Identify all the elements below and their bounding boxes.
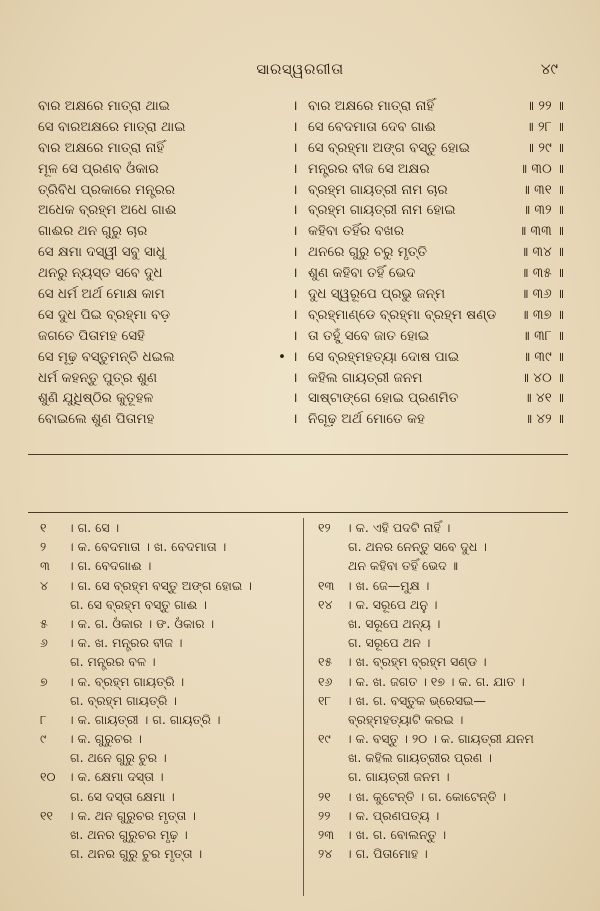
verse-first-half: ସେ ଦୁଧ ପିଇ ବ୍ରହ୍ମା ବଡ଼	[38, 306, 171, 323]
footnote-number: ୨୨	[318, 807, 331, 823]
footnote-text: । କ. ଗୁରୁଚର ।	[68, 731, 142, 747]
footnote-number: ୧	[40, 520, 47, 535]
footnote-line	[40, 691, 298, 710]
footnote-line	[40, 844, 298, 863]
verse-separator: ।	[292, 181, 298, 198]
verse-line	[38, 263, 564, 284]
verse-line	[38, 347, 564, 368]
footnote-line	[40, 652, 298, 671]
verse-second-half: ବ୍ରହ୍ମ ଗାୟତ୍ରୀ ନାମ ଚାର	[308, 181, 448, 198]
verse-line	[38, 180, 564, 201]
verse-second-half: ଦୁଧ ସ୍ୱରୂପେ ପ୍ରଭୁ ଜନ୍ମ	[308, 286, 446, 303]
footnote-text: ଖ. କହିଲ ଗାୟତ୍ରୀର ପ୍ରଣ ।	[348, 750, 492, 766]
verse-line	[38, 368, 564, 389]
footnote-text: । କ. କ୍ଷେମା ଦସ୍ତା ।	[68, 769, 164, 785]
footnotes-left	[40, 518, 298, 863]
footnote-text: ଗ. ମନ୍ତ୍ରର ବଳ ।	[70, 654, 156, 670]
footnote-text: । ଗ. ପିତାମୋହ ।	[346, 846, 428, 862]
footnote-line	[40, 595, 298, 614]
footnote-number: ୨୩	[318, 827, 335, 842]
footnote-line	[318, 825, 568, 844]
verse-second-half: ସାଷ୍ଟାଙ୍ଗେ ହୋଇ ପ୍ରଣମିତ	[308, 390, 459, 407]
footnote-line	[40, 787, 298, 806]
footnote-number: ୭	[40, 673, 48, 689]
verse-separator: ।	[292, 327, 298, 344]
footnote-line	[318, 556, 568, 575]
footnote-line	[40, 576, 298, 595]
verse-second-half: ବ୍ରହ୍ମ ଗାୟତ୍ରୀ ନାମ ହୋଇ	[308, 202, 456, 219]
verse-first-half: ବାର ଅକ୍ଷରେ ମାତ୍ରା ଥାଇ	[38, 98, 170, 114]
verse-number: ॥ ୩୧ ॥	[521, 181, 564, 198]
footnote-line	[318, 518, 568, 537]
footnote-line	[318, 633, 568, 652]
footnote-number: ୪	[40, 577, 49, 593]
verse-first-half: ଅଧେକ ବ୍ରହ୍ମ ଅଧେ ଗାଈ	[38, 202, 177, 219]
footnote-column-divider	[303, 518, 304, 896]
footnote-line	[318, 710, 568, 729]
verse-number: ॥ ୨୯ ॥	[526, 139, 564, 156]
footnote-text: । କ. ବେଦମାତା । ଖ. ବେଦମାତା ।	[68, 539, 227, 555]
verse-separator: ।	[292, 306, 298, 323]
footnote-text: ଗ. ଗାୟତ୍ରୀ ଜନମ ।	[348, 769, 450, 785]
verse-number: ॥ ୩୪ ॥	[520, 244, 564, 261]
verse-line	[38, 96, 564, 117]
footnote-text: । ଖ. ଗ. ବୋଲନ୍ତୁ ।	[346, 827, 447, 842]
footnote-line	[318, 767, 568, 786]
verse-line	[38, 117, 564, 138]
verse-first-half: ତ୍ରିବିଧ ପ୍ରକାରେ ମନ୍ତ୍ରର	[38, 181, 176, 198]
verse-line	[38, 409, 564, 430]
verse-number: ॥ ୨୮ ॥	[525, 118, 564, 135]
verse-number: ॥ ୩୫ ॥	[520, 265, 564, 282]
footnote-text: । ଖ. କୁଟେନ୍ତି । ଗ. କୋଟେନ୍ତି ।	[346, 788, 507, 804]
verse-first-half: ସେ ଧର୍ମ ଅର୍ଥ ମୋକ୍ଷ କାମ	[38, 286, 165, 303]
footnote-text: ଗ. ସେ ଦସ୍ତା କ୍ଷେମା ।	[70, 788, 175, 804]
footnote-line	[40, 806, 298, 825]
verse-separator: ।	[292, 369, 298, 386]
verse-number: ॥ ୪୨ ॥	[524, 411, 564, 428]
footnote-line	[318, 614, 568, 633]
verse-separator: ।	[292, 265, 298, 282]
verse-first-half: ବାର ଅକ୍ଷରେ ମାତ୍ରା ନାହିଁ	[38, 139, 165, 156]
verse-line	[38, 159, 564, 180]
footnote-text: । ଖ. ବ୍ରହ୍ମ ବ୍ରହ୍ମ ସଣ୍ଡ ।	[346, 654, 487, 670]
verse-second-half: ଥନରେ ଗୁରୁ ଚରୁ ମୃତ୍ତି	[308, 244, 428, 261]
verse-separator: ।	[292, 118, 298, 135]
footnote-number: ୩	[40, 558, 50, 574]
footnote-text: ଖ. ଥନର ଗୁରୁଚର ମୃଢ଼ ।	[70, 827, 188, 842]
footnote-line	[40, 614, 298, 633]
page-number: ୪୯	[540, 60, 558, 78]
verse-separator: ।	[292, 139, 298, 156]
verse-line	[38, 284, 564, 305]
verse-line	[38, 138, 564, 159]
footnote-line	[40, 710, 298, 729]
verse-second-half: ସେ ବେଦମାତା ଦେବ ଗାଈ	[308, 118, 436, 135]
footnote-text: । ଗ. ସେ ।	[68, 520, 120, 535]
footnote-text: । କ. ଖ. ଜଗତ । ୧୭ । କ. ଗ. ଯାତ ।	[346, 673, 525, 689]
footnote-line	[318, 576, 568, 595]
verse-line	[38, 200, 564, 221]
footnote-number: ୧୧	[40, 807, 54, 823]
footnote-text: । କ. ପ୍ରଣପତ୍ୟ ।	[346, 807, 440, 823]
footnote-line	[40, 729, 298, 748]
footnote-number: ୧୩	[318, 577, 335, 593]
footnote-text: ଖ. ସରୂପେ ଥନ୍ୟ ।	[348, 615, 441, 631]
verse-first-half: ଧର୍ମ କହନ୍ତୁ ପୁତ୍ର ଶୁଣ	[38, 369, 158, 386]
verse-number: ॥ ୩୯ ॥	[522, 348, 564, 365]
top-rule	[28, 454, 568, 455]
verse-line	[38, 305, 564, 326]
verse-separator: ।	[292, 202, 298, 219]
verse-mark: •	[278, 348, 286, 365]
verse-first-half: ସେ ବାରଅକ୍ଷରେ ମାତ୍ରା ଥାଇ	[38, 118, 186, 135]
verse-second-half: ନିଗୂଢ଼ ଅର୍ଥ ମୋତେ କହ	[308, 411, 425, 428]
verse-separator: ।	[292, 244, 298, 261]
footnote-line	[40, 633, 298, 652]
footnote-number: ୧୫	[318, 654, 333, 670]
verse-number: ॥ ୩୦ ॥	[519, 160, 564, 177]
footnote-number: ୧୪	[318, 596, 333, 612]
footnote-text: ଥନ କହିବା ତହିଁ ଭେଦ ॥	[348, 558, 459, 574]
footnote-line	[318, 537, 568, 556]
footnote-line	[318, 691, 568, 710]
footnote-text: । ଗ. ବେଦଗାଈ ।	[68, 558, 152, 574]
footnote-text: ଗ. ସରୂପେ ଥନ ।	[348, 635, 431, 651]
footnote-number: ୯	[40, 731, 47, 747]
footnote-number: ୫	[40, 615, 48, 631]
page-header	[0, 60, 600, 84]
verse-first-half: ଥନରୁ ନ୍ୟସ୍ତ ସବେ ଦୁଧ	[38, 265, 163, 282]
verse-second-half: କହିଲ ଗାୟତ୍ରୀ ଜନମ	[308, 369, 423, 386]
footnote-line	[318, 844, 568, 863]
footnote-line	[318, 595, 568, 614]
footnote-text: । କ. ଏହି ପଦଟି ନାହିଁ ।	[346, 520, 451, 535]
footnote-number: ୮	[40, 711, 47, 727]
verse-second-half: ଶୁଣ କହିବା ତହିଁ ଭେଦ	[308, 265, 416, 282]
verse-number: ॥ ୪୧ ॥	[523, 390, 564, 407]
footnote-line	[318, 748, 568, 767]
footnote-line	[40, 767, 298, 786]
footnote-text: । କ. ସରୂପେ ଥନୁ ।	[346, 596, 438, 612]
footnote-text: । କ. ବ୍ରହ୍ମ ଗାୟତ୍ରି ।	[68, 673, 185, 689]
verse-second-half: ମନ୍ତ୍ରର ବୀଜ ସେ ଅକ୍ଷର	[308, 160, 430, 177]
footnotes-right	[318, 518, 568, 863]
verse-first-half: ସେ କ୍ଷମା ଦସ୍ୱୀ ସବୁ ସାଧୁ	[38, 244, 166, 261]
footnote-text: । କ. ଗାୟତ୍ରୀ । ଗ. ଗାୟତ୍ରି ।	[68, 711, 221, 727]
footnote-number: ୧୬	[318, 673, 333, 689]
footnote-text: । କ. ବସ୍ତୁ । ୨୦ । କ. ଗାୟତ୍ରୀ ଯନମ	[346, 731, 534, 747]
verse-number: ॥ ୪୦ ॥	[521, 369, 564, 386]
verse-second-half: ତା ତହୁଁ ସବେ ଜାତ ହୋଇ	[308, 327, 430, 344]
verse-number: ॥ ୩୭ ॥	[520, 306, 564, 323]
footnote-number: ୧୦	[40, 769, 56, 785]
footnote-number: ୨୧	[318, 788, 331, 804]
verse-block	[38, 96, 564, 430]
verse-second-half: ସେ ବ୍ରହ୍ମହତ୍ୟା ଦୋଷ ପାଇ	[308, 348, 460, 365]
footnote-line	[318, 672, 568, 691]
footnote-line	[40, 672, 298, 691]
verse-separator: ।	[292, 160, 298, 177]
footnote-text: । କ. ଗ. ଓଁକାର । ଙ. ଓଁକାର ।	[68, 615, 215, 631]
footnote-line	[40, 537, 298, 556]
footnote-number: ୧୨	[318, 520, 331, 535]
verse-second-half: ସେ ବ୍ରହ୍ମା ଅଙ୍ଗ ବସ୍ତୁ ହୋଇ	[308, 139, 470, 156]
footnote-text: । ଗ. ସେ ବ୍ରହ୍ମ ବସ୍ତୁ ଅଙ୍ଗ ହୋଇ ।	[68, 577, 252, 593]
footnote-number: ୬	[40, 635, 48, 651]
verse-separator: ।	[292, 411, 298, 428]
footnote-text: ଗ. ଥନର ନେନ୍ତୁ ସବେ ଦୁଧ ।	[348, 539, 487, 555]
verse-number: ॥ ୨୨ ॥	[526, 98, 564, 114]
footnote-line	[318, 787, 568, 806]
verse-first-half: ମୂଳ ସେ ପ୍ରଣବ ଓଁକାର	[38, 160, 159, 177]
footnote-text: । କ. ଖ. ମନ୍ତ୍ରର ବୀଜ ।	[68, 635, 183, 651]
verse-first-half: ଶୁଣି ଯୁଧିଷ୍ଠିର କୁତୂହଳ	[38, 390, 154, 407]
verse-number: ॥ ୩୩ ॥	[518, 223, 564, 240]
verse-separator: ।	[292, 390, 298, 407]
verse-first-half: ସେ ମୂଢ଼ ବସ୍ତୁମନ୍ତି ଧଇଲ	[38, 348, 175, 365]
footnote-number: ୨୪	[318, 846, 333, 862]
verse-first-half: ବୋଇଲେ ଶୁଣ ପିତାମହ	[38, 411, 155, 428]
footnote-number: ୨	[40, 539, 47, 555]
verse-number: ॥ ୩୮ ॥	[521, 327, 564, 344]
footnote-text: ଗ. ବ୍ରହ୍ମ ଗାୟତ୍ରି ।	[70, 692, 177, 708]
footnote-line	[318, 729, 568, 748]
footnote-text: ବ୍ରହ୍ମହତ୍ୟାଟି କରଇ ।	[348, 711, 464, 727]
footnote-text: ଗ. ସେ ବ୍ରହ୍ମ ବସ୍ତୁ ଗାଈ ।	[70, 596, 207, 612]
verse-separator: ।	[292, 98, 298, 114]
footnote-text: । କ. ଥନ ଗୁରୁଚର ମୃତ୍ତା ।	[68, 807, 196, 823]
verse-first-half: ଜଗତେ ପିତାମହ ସେହି	[38, 327, 145, 344]
verse-line	[38, 221, 564, 242]
verse-line	[38, 326, 564, 347]
footnote-rule	[28, 512, 568, 513]
verse-separator: ।	[292, 286, 298, 303]
footnote-text: ଗ. ଥନର ଗୁରୁ ଚୁର ମୃତ୍ତା ।	[70, 846, 203, 862]
verse-second-half: ବାର ଅକ୍ଷରେ ମାତ୍ରା ନାହିଁ	[308, 98, 435, 114]
verse-line	[38, 388, 564, 409]
footnote-number: ୧୯	[318, 731, 331, 747]
verse-number: ॥ ୩୨ ॥	[522, 202, 564, 219]
footnote-line	[318, 806, 568, 825]
footnote-text: ଗ. ଥନେ ଗୁରୁ ଚୁର ।	[70, 750, 167, 766]
verse-first-half: ଗାଈର ଥନ ଗୁରୁ ଚାର	[38, 223, 148, 240]
verse-separator: ।	[292, 223, 298, 240]
running-title: ସାରସ୍ୱରଗୀତା	[256, 60, 344, 78]
verse-separator: ।	[292, 348, 298, 365]
footnote-number: ୧୮	[318, 692, 332, 708]
verse-second-half: କହିବା ତହିଁର ବଖର	[308, 223, 404, 240]
verse-line	[38, 242, 564, 263]
verse-number: ॥ ୩୬ ॥	[520, 286, 564, 303]
footnote-line	[40, 825, 298, 844]
footnote-line	[40, 518, 298, 537]
footnote-line	[40, 748, 298, 767]
footnote-text: । ଖ. ଜେ—ମୁକ୍ଷ ।	[346, 577, 430, 593]
verse-second-half: ବ୍ରହ୍ମାଣ୍ଡେ ବ୍ରହ୍ମା ବ୍ରହ୍ମ ଷଣ୍ଡ	[308, 306, 496, 323]
footnote-line	[40, 556, 298, 575]
footnote-line	[318, 652, 568, 671]
footnote-text: । ଖ. ଗ. ବସ୍ତୁକ ଭ୍ରେସଇ—	[346, 692, 486, 708]
